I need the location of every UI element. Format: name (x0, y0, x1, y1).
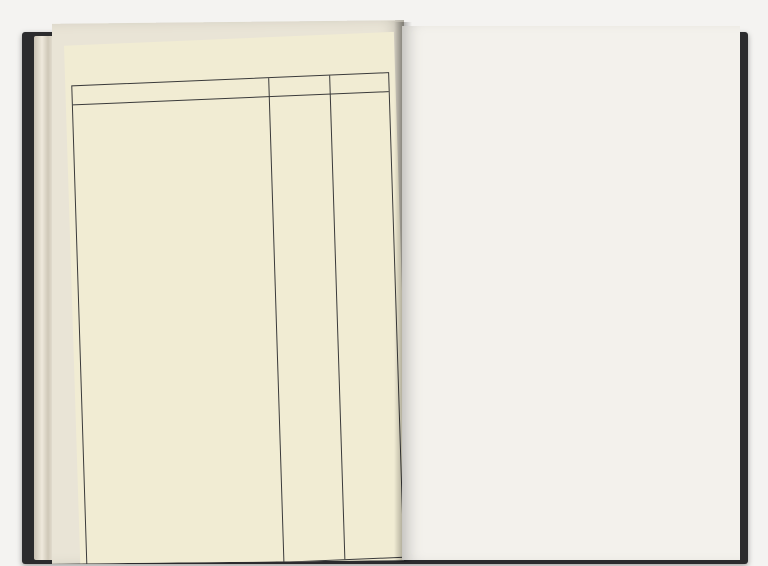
left-page (52, 20, 404, 564)
spec-card (64, 32, 404, 564)
body-text (440, 62, 732, 84)
column-divider (329, 76, 345, 560)
page-block-edge (34, 36, 54, 560)
spec-table (71, 72, 404, 564)
column-divider (268, 78, 284, 562)
right-page (402, 26, 740, 560)
